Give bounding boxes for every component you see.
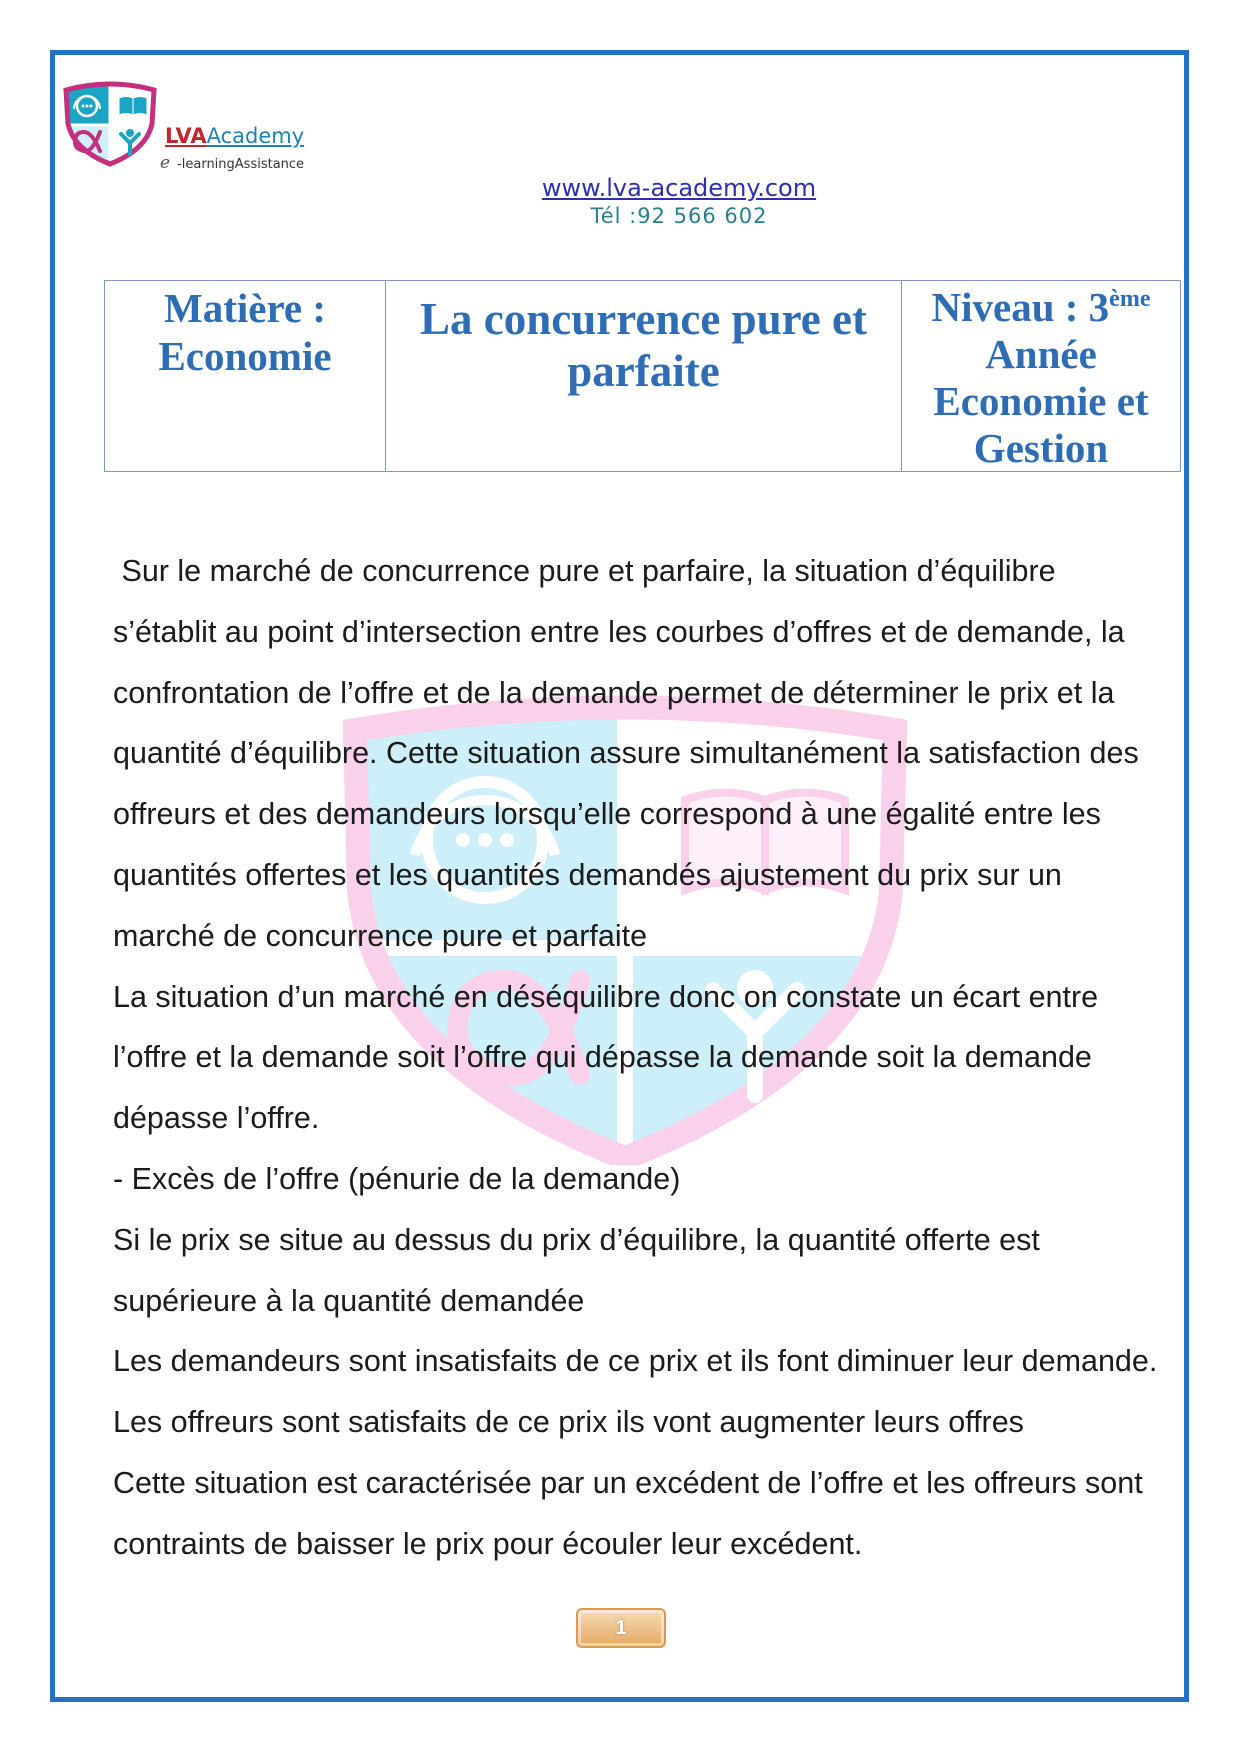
phone-number: Tél :92 566 602	[590, 204, 768, 228]
lesson-title-line-2: parfaite	[567, 346, 720, 396]
text-line: quantité d’équilibre. Cette situation assure simultanément la satisfaction des	[113, 736, 1139, 771]
level-superscript: ème	[1109, 286, 1151, 312]
lva-logo-icon	[58, 78, 162, 168]
level-cell	[901, 281, 1180, 471]
text-line: Si le prix se situe au dessus du prix d’équilibre, la quantité offerte est	[113, 1222, 1040, 1257]
text-line: dépasse l’offre.	[113, 1101, 320, 1136]
text-line: Les demandeurs sont insatisfaits de ce prix et ils font diminuer leur demande.	[113, 1344, 1158, 1379]
text-line: La situation d’un marché en déséquilibre donc on constate un écart entre	[113, 979, 1099, 1014]
text-line: supérieure à la quantité demandée	[113, 1283, 585, 1318]
body-text	[113, 541, 1173, 1575]
subject-cell	[105, 281, 385, 471]
tagline-text: -learningAssistance	[177, 157, 305, 172]
brand-tagline	[160, 154, 304, 174]
page-number: 1	[615, 1617, 627, 1639]
subject-value: Economie	[158, 333, 332, 379]
title-table	[104, 280, 1181, 472]
lesson-title-line-1: La concurrence pure et	[420, 294, 867, 344]
text-line: l’offre et la demande soit l’offre qui dépasse la demande soit la demande	[113, 1040, 1092, 1075]
text-line: s’établit au point d’intersection entre les courbes d’offres et de demande, la	[113, 614, 1125, 649]
text-line: confrontation de l’offre et de la demande permet de déterminer le prix et la	[113, 675, 1115, 710]
text-line: offreurs et des demandeurs lorsqu’elle correspond à une égalité entre les	[113, 797, 1101, 832]
text-line: Les offreurs sont satisfaits de ce prix ils vont augmenter leurs offres	[113, 1405, 1024, 1440]
brand-prefix: LVA	[165, 124, 207, 148]
title-cell	[385, 281, 901, 471]
subject-label: Matière :	[164, 285, 326, 331]
page-number-badge	[576, 1608, 666, 1648]
brand-suffix: Academy	[206, 124, 305, 148]
text-line: quantités offertes et les quantités demandés ajustement du prix sur un	[113, 857, 1062, 892]
tagline-mark: e	[160, 153, 171, 173]
brand-name	[165, 122, 304, 150]
level-line-2: Année	[985, 331, 1097, 377]
text-line: Sur le marché de concurrence pure et parfaire, la situation d’équilibre	[113, 554, 1056, 588]
website-link[interactable]: www.lva-academy.com	[541, 174, 817, 202]
level-line-4: Gestion	[973, 425, 1109, 471]
text-line: contraints de baisser le prix pour écouler leur excédent.	[113, 1526, 863, 1561]
level-line-1	[902, 284, 1180, 331]
bullet-line: - Excès de l’offre (pénurie de la demande)	[113, 1161, 681, 1196]
level-prefix: Niveau : 3	[931, 284, 1110, 330]
text-line: marché de concurrence pure et parfaite	[113, 918, 648, 953]
text-line: Cette situation est caractérisée par un excédent de l’offre et les offreurs sont	[113, 1465, 1143, 1500]
level-line-3: Economie et	[933, 378, 1149, 424]
